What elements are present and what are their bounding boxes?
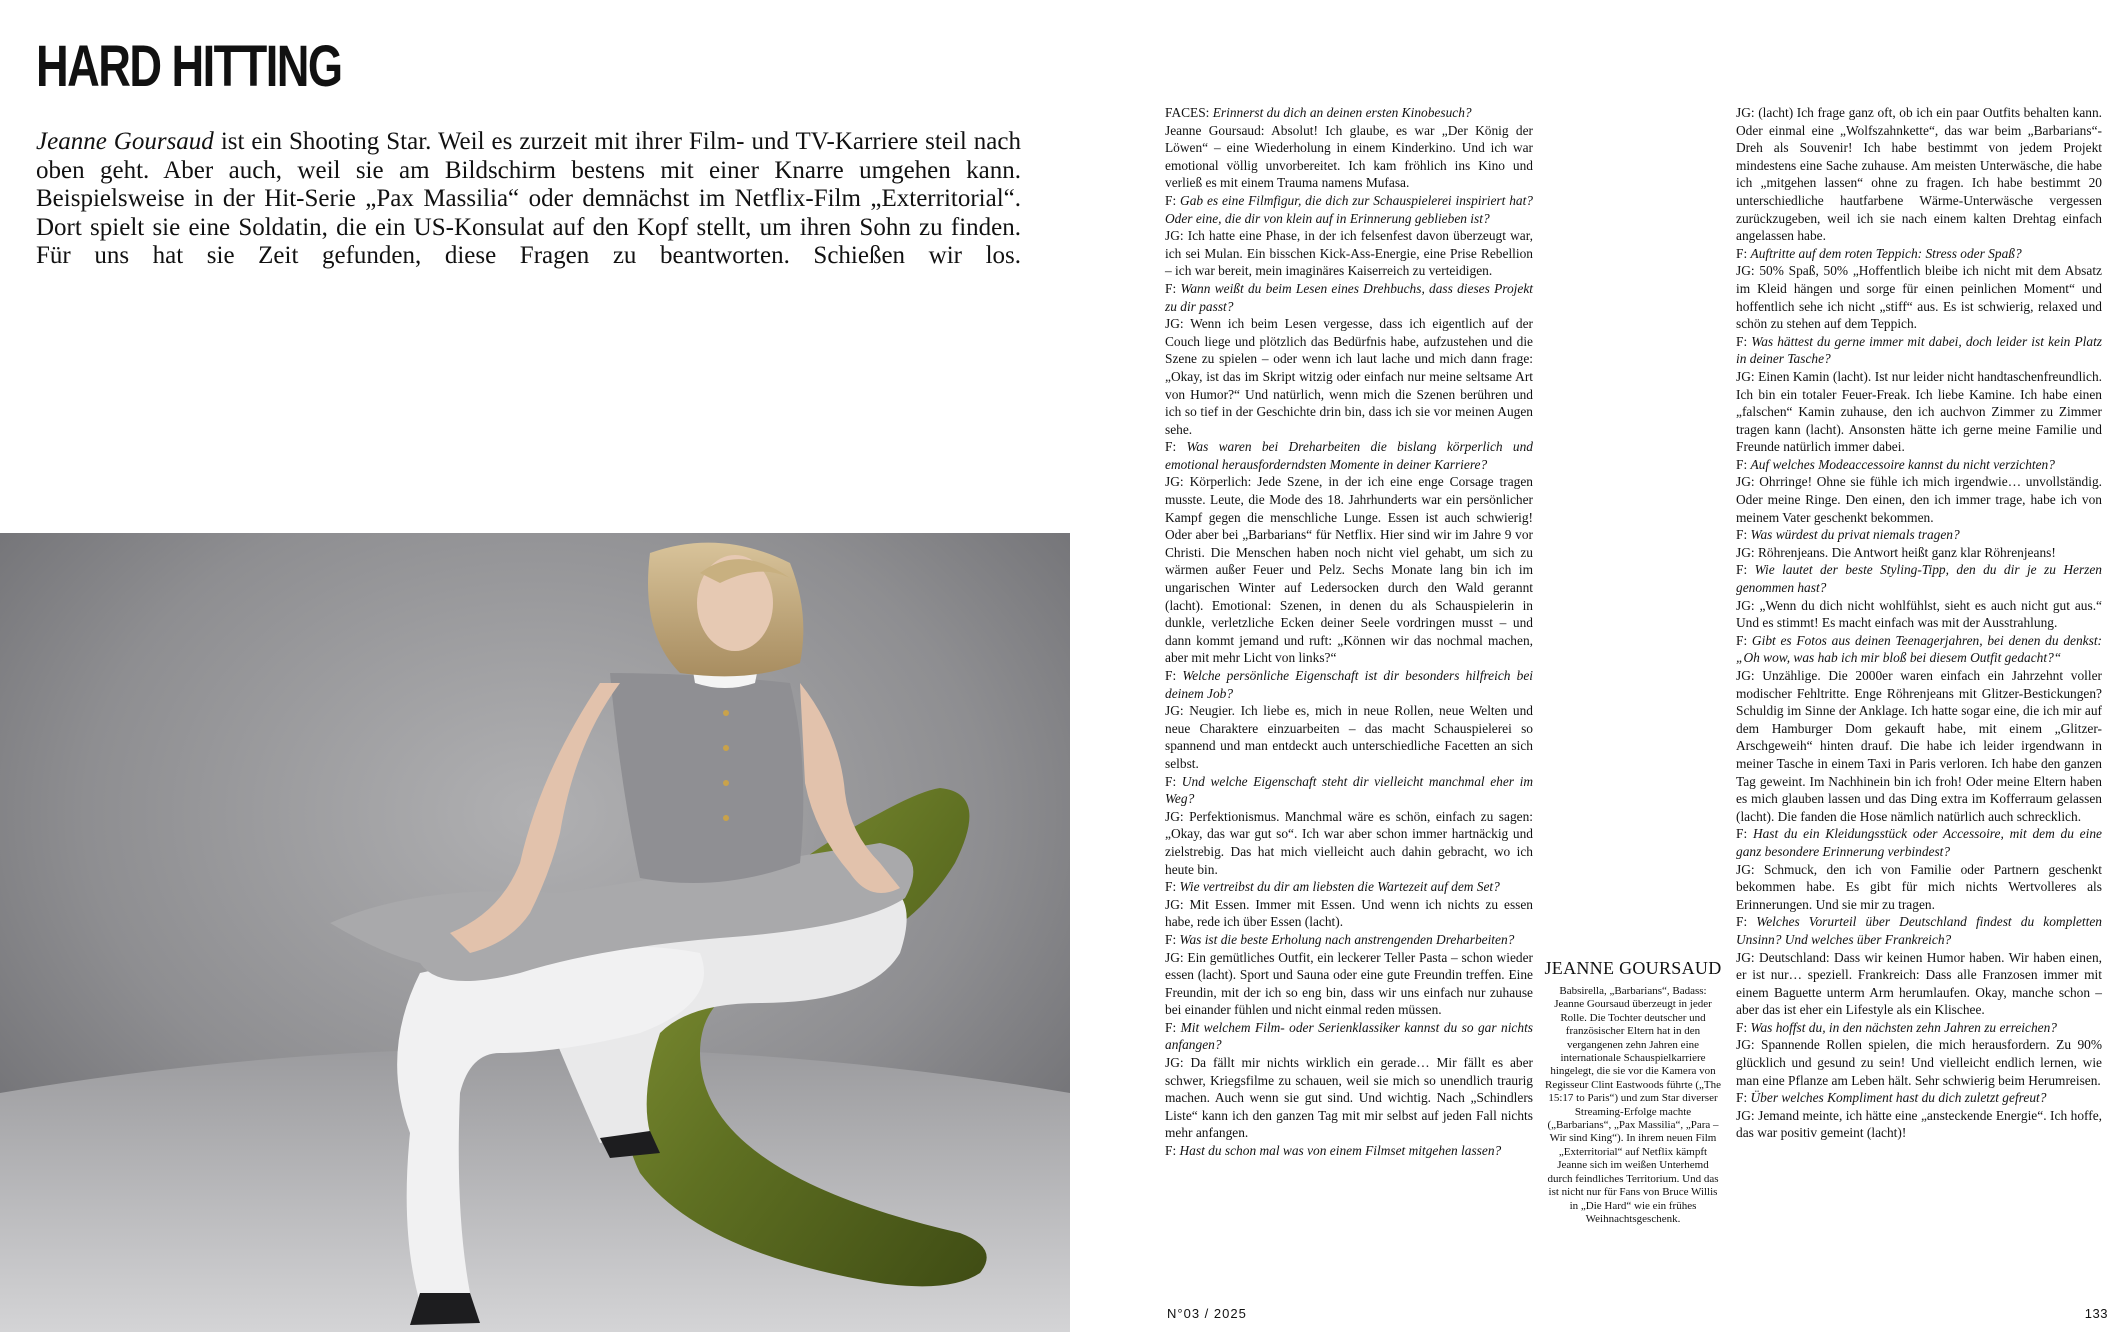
- interview-column-1: [1165, 104, 1533, 1160]
- question: F: Hast du schon mal was von einem Filmset mitgehen lassen?: [1165, 1143, 1502, 1159]
- bio-box: [1544, 957, 1722, 1226]
- page-number: 133: [2084, 1306, 2108, 1321]
- question: F: Welche persönliche Eigenschaft ist dir besonders hilfreich bei deinem Job?: [1165, 668, 1533, 701]
- answer: JG: Röhrenjeans. Die Antwort heißt ganz klar Röhrenjeans!: [1736, 544, 2056, 560]
- answer: JG: Mit Essen. Immer mit Essen. Und wenn ich nichts zu essen habe, rede ich über Essen (lacht).: [1165, 896, 1534, 930]
- answer: JG: Ein gemütliches Outfit, ein leckerer Teller Pasta – schon wieder essen (lacht). Sport und Sauna oder eine gute Freundin treffen. Eine Freundin, mit der ich so eng bin, dass wir uns einfach nur zuhause bei einander fühlen und nicht einmal reden müssen.: [1165, 949, 1533, 1018]
- answer: JG: Spannende Rollen spielen, die mich herausfordern. Zu 90% glücklich und gesund zu sein! Und vielleicht endlich lernen, wie man eine Pflanze am Leben hält. Sehr schwierig beim Herumreisen.: [1736, 1037, 2102, 1088]
- bio-title: JEANNE GOURSAUD: [1544, 958, 1722, 978]
- question: F: Was würdest du privat niemals tragen?: [1736, 527, 1960, 543]
- answer: Jeanne Goursaud: Absolut! Ich glaube, es war „Der König der Löwen“ – eine Wiederholung in einem Kinderkino. Und ich war emotional völlig unvorbereitet. Ich kam fröhlich ins Kino und verließ es mit einem Trauma namens Mufasa.: [1165, 122, 1533, 191]
- answer: JG: Perfektionismus. Manchmal wäre es schön, einfach zu sagen: „Okay, das war gut so“. Ich war aber schon immer hartnäckig und zielstrebig. Das hat mich vielleicht auch dahin gebracht, wo ich heute bin.: [1165, 808, 1533, 877]
- bio-text: Babsirella, „Barbarians“, Badass: Jeanne Goursaud überzeugt in jeder Rolle. Die Tochter deutscher und französischer Eltern hat in den vergangenen zehn Jahren eine internationale Schauspielkarriere hingelegt, die sie vor die Kamera von Regisseur Clint Eastwoods führte („The 15:17 to Paris“) und zum Star diverser Streaming-Erfolge machte („Barbarians“, „Pax Massilia“, „Para – Wir sind King“). In ihrem neuen Film „Exterritorial“ auf Netflix kämpft Jeanne sich im weißen Unterhemd durch feindliches Territorium. Und das ist nicht nur für Fans von Bruce Willis in „Die Hard“ wie ein frühes Weihnachtsgeschenk.: [1545, 985, 1721, 1225]
- answer: JG: Ich hatte eine Phase, in der ich felsenfest davon überzeugt war, ich sei Mulan. Ein bisschen Kick-Ass-Energie, eine Prise Rebellion – ich war bereit, mein imaginäres Kaiserreich zu verteidigen.: [1165, 228, 1533, 279]
- answer: JG: Körperlich: Jede Szene, in der ich eine enge Corsage tragen musste. Leute, die Mode des 18. Jahrhunderts war ein persönlicher Kampf gegen die menschliche Lunge. Essen ist auch schwierig! Oder aber bei „Barbarians“ für Netflix. Hier sind wir im Jahre 9 vor Christi. Die Menschen haben noch nicht viel gehabt, um sich zu wärmen außer Feuer und Pelz. Sechs Monate lang bin ich im ungarischen Winter auf Ledersocken durch den Wald gerannt (lacht). Emotional: Szenen, in denen du als Schauspielerin in dunkle, verletzliche Ecken deiner Seele vordringen musst – und dann kommt jemand und ruft: „Können wir das nochmal machen, aber mit mehr Licht von links?“: [1165, 474, 1533, 666]
- question: F: Wie vertreibst du dir am liebsten die Wartezeit auf dem Set?: [1165, 879, 1500, 895]
- answer: JG: Ohrringe! Ohne sie fühle ich mich irgendwie… unvollständig. Oder meine Ringe. Den einen, den ich immer trage, habe ich von meinem Vater geschenkt bekommen.: [1736, 474, 2103, 525]
- answer: JG: Da fällt mir nichts wirklich ein gerade… Mir fällt es aber schwer, Kriegsfilme zu schauen, weil sie mich so unendlich traurig machen. Auch wenn sie gut sind. Und wichtig. Nach „Schindlers Liste“ kann ich den ganzen Tag mit mir selbst auf jeden Fall nichts mehr anfangen.: [1165, 1055, 1534, 1141]
- answer: JG: Neugier. Ich liebe es, mich in neue Rollen, neue Welten und neue Charaktere einzuarbeiten – das macht Schauspielerei so spannend und man entdeckt auch unterschiedliche Facetten an sich selbst.: [1165, 703, 1533, 771]
- answer: JG: (lacht) Ich frage ganz oft, ob ich ein paar Outfits behalten kann. Oder einmal eine „Wolfszahnkette“, das war beim „Barbarians“-Dreh als Souvenir! Ich habe bestimmt von jedem Projekt mindestens eine Sache zuhause. Am meisten Unterwäsche, die habe ich „mitgehen lassen“ ohne zu fragen. Ich habe bestimmt 20 unterschiedliche hautfarbene Wärme-Unterwäsche vergessen zurückzugeben, weil ich sie nach einem kalten Drehtag einfach angelassen habe.: [1736, 105, 2102, 244]
- question: F: Auf welches Modeaccessoire kannst du nicht verzichten?: [1736, 456, 2055, 472]
- question: F: Auftritte auf dem roten Teppich: Stress oder Spaß?: [1736, 245, 2022, 261]
- answer: JG: „Wenn du dich nicht wohlfühlst, sieht es auch nicht gut aus.“ Und es stimmt! Es macht einfach was mit der Ausstrahlung.: [1736, 597, 2103, 631]
- question: F: Welches Vorurteil über Deutschland findest du kompletten Unsinn? Und welches über Frankreich?: [1736, 914, 2103, 947]
- question: F: Über welches Kompliment hast du dich zuletzt gefreut?: [1736, 1090, 2047, 1106]
- answer: JG: 50% Spaß, 50% „Hoffentlich bleibe ich nicht mit dem Absatz im Kleid hängen und sorge für einen peinlichen Moment“ und hoffentlich sehe ich nicht „stiff“ aus. Es ist schwierig, relaxed und schön zu stehen auf dem Teppich.: [1736, 263, 2102, 332]
- question: F: Wann weißt du beim Lesen eines Drehbuchs, dass dieses Projekt zu dir passt?: [1165, 280, 1534, 314]
- answer: JG: Unzählige. Die 2000er waren einfach ein Jahrzehnt voller modischer Fehltritte. Enge Röhrenjeans mit Glitzer-Bestickungen? Schuldig im Sinne der Anklage. Ich hatte sogar eine, die ich mir auf dem Hamburger Dom gekauft habe, mit einem „Glitzer-Arschgeweih“ hinten drauf. Die habe ich leider irgendwann in meiner Tasche in einem Taxi in Paris verloren. Ich habe den ganzen Tag geweint. Im Nachhinein bin ich froh! Oder meine Eltern haben es mich glauben lassen und das Ding extra im Kofferraum gelassen (lacht). Die fanden die Hose nämlich natürlich auch schrecklich.: [1736, 668, 2103, 824]
- answer: JG: Wenn ich beim Lesen vergesse, dass ich eigentlich auf der Couch liege und plötzlich das Bedürfnis habe, aufzustehen und die Szene zu spielen – oder wenn ich laut lache und mich dann frage: „Okay, ist das im Skript witzig oder einfach nur meine seltsame Art von Humor?“ Und natürlich, wenn mich die Szenen berühren und ich so tief in der Geschichte drin bin, dass ich sie vor meinen Augen sehe.: [1165, 316, 1533, 437]
- portrait-photo: [0, 533, 1070, 1332]
- question: FACES: Erinnerst du dich an deinen ersten Kinobesuch?: [1165, 105, 1472, 120]
- interview-column-2: [1736, 104, 2102, 1142]
- issue-number: N°03 / 2025: [1167, 1306, 1247, 1321]
- question: F: Wie lautet der beste Styling-Tipp, den du dir je zu Herzen genommen hast?: [1736, 562, 2103, 596]
- answer: JG: Einen Kamin (lacht). Ist nur leider nicht handtaschenfreundlich. Ich bin ein totaler Feuer-Freak. Ich liebe Kamine. Ich habe einen „falschen“ Kamin zuhause, den ich auchvon Zimmer zu Zimmer tragen kann (lacht). Ansonsten hätte ich gerne meine Familie und Freunde natürlich immer dabei.: [1736, 368, 2102, 455]
- question: F: Hast du ein Kleidungsstück oder Accessoire, mit dem du eine ganz besondere Erinnerung verbindest?: [1736, 826, 2102, 859]
- question: F: Gibt es Fotos aus deinen Teenagerjahren, bei denen du denkst: „Oh wow, was hab ich mir bloß bei diesem Outfit gedacht?“: [1736, 632, 2102, 666]
- portrait-photo-icon: [0, 533, 1070, 1332]
- question: F: Und welche Eigenschaft steht dir vielleicht manchmal eher im Weg?: [1165, 773, 1534, 807]
- question: F: Was ist die beste Erholung nach anstrengenden Dreharbeiten?: [1165, 931, 1515, 947]
- question: F: Mit welchem Film- oder Serienklassiker kannst du so gar nichts anfangen?: [1165, 1019, 1534, 1053]
- answer: JG: Jemand meinte, ich hätte eine „ansteckende Energie“. Ich hoffe, das war positiv gemeint (lacht)!: [1736, 1107, 2103, 1141]
- question: F: Was hättest du gerne immer mit dabei, doch leider ist kein Platz in deiner Tasche?: [1736, 333, 2102, 367]
- question: F: Was hoffst du, in den nächsten zehn Jahren zu erreichen?: [1736, 1019, 2057, 1035]
- question: F: Was waren bei Dreharbeiten die bislang körperlich und emotional herausforderndsten Momente in deiner Karriere?: [1165, 439, 1533, 472]
- headline: HARD HITTING: [36, 34, 342, 99]
- answer: JG: Schmuck, den ich von Familie oder Partnern geschenkt bekommen habe. Es gibt für mich nichts Wertvolleres als Erinnerungen. Und sie mir zu tragen.: [1736, 861, 2103, 912]
- intro-text: ist ein Shooting Star. Weil es zurzeit mit ihrer Film- und TV-Karriere steil nach oben geht. Aber auch, weil sie am Bildschirm bestens mit einer Knarre umgehen kann. Beispielsweise in der Hit-Serie „Pax Massilia“ oder demnächst im Netflix-Film „Exterritorial“. Dort spielt sie eine Soldatin, die ein US-Konsulat auf den Kopf stellt, um ihren Sohn zu finden. Für uns hat sie Zeit gefunden, diese Fragen zu beantworten. Schießen wir los.: [36, 128, 1021, 269]
- intro-paragraph: [36, 128, 1021, 271]
- intro-name: Jeanne Goursaud: [36, 128, 214, 155]
- answer: JG: Deutschland: Dass wir keinen Humor haben. Wir haben einen, er ist nur… speziell. Frankreich: Dass alle Franzosen immer mit einem Baguette unterm Arm herumlaufen. Okay, manche schon – aber das ist eher ein Lifestyle als ein Klischee.: [1736, 949, 2102, 1018]
- question: F: Gab es eine Filmfigur, die dich zur Schauspielerei inspiriert hat? Oder eine, die dir von klein auf in Erinnerung geblieben ist?: [1165, 192, 1533, 226]
